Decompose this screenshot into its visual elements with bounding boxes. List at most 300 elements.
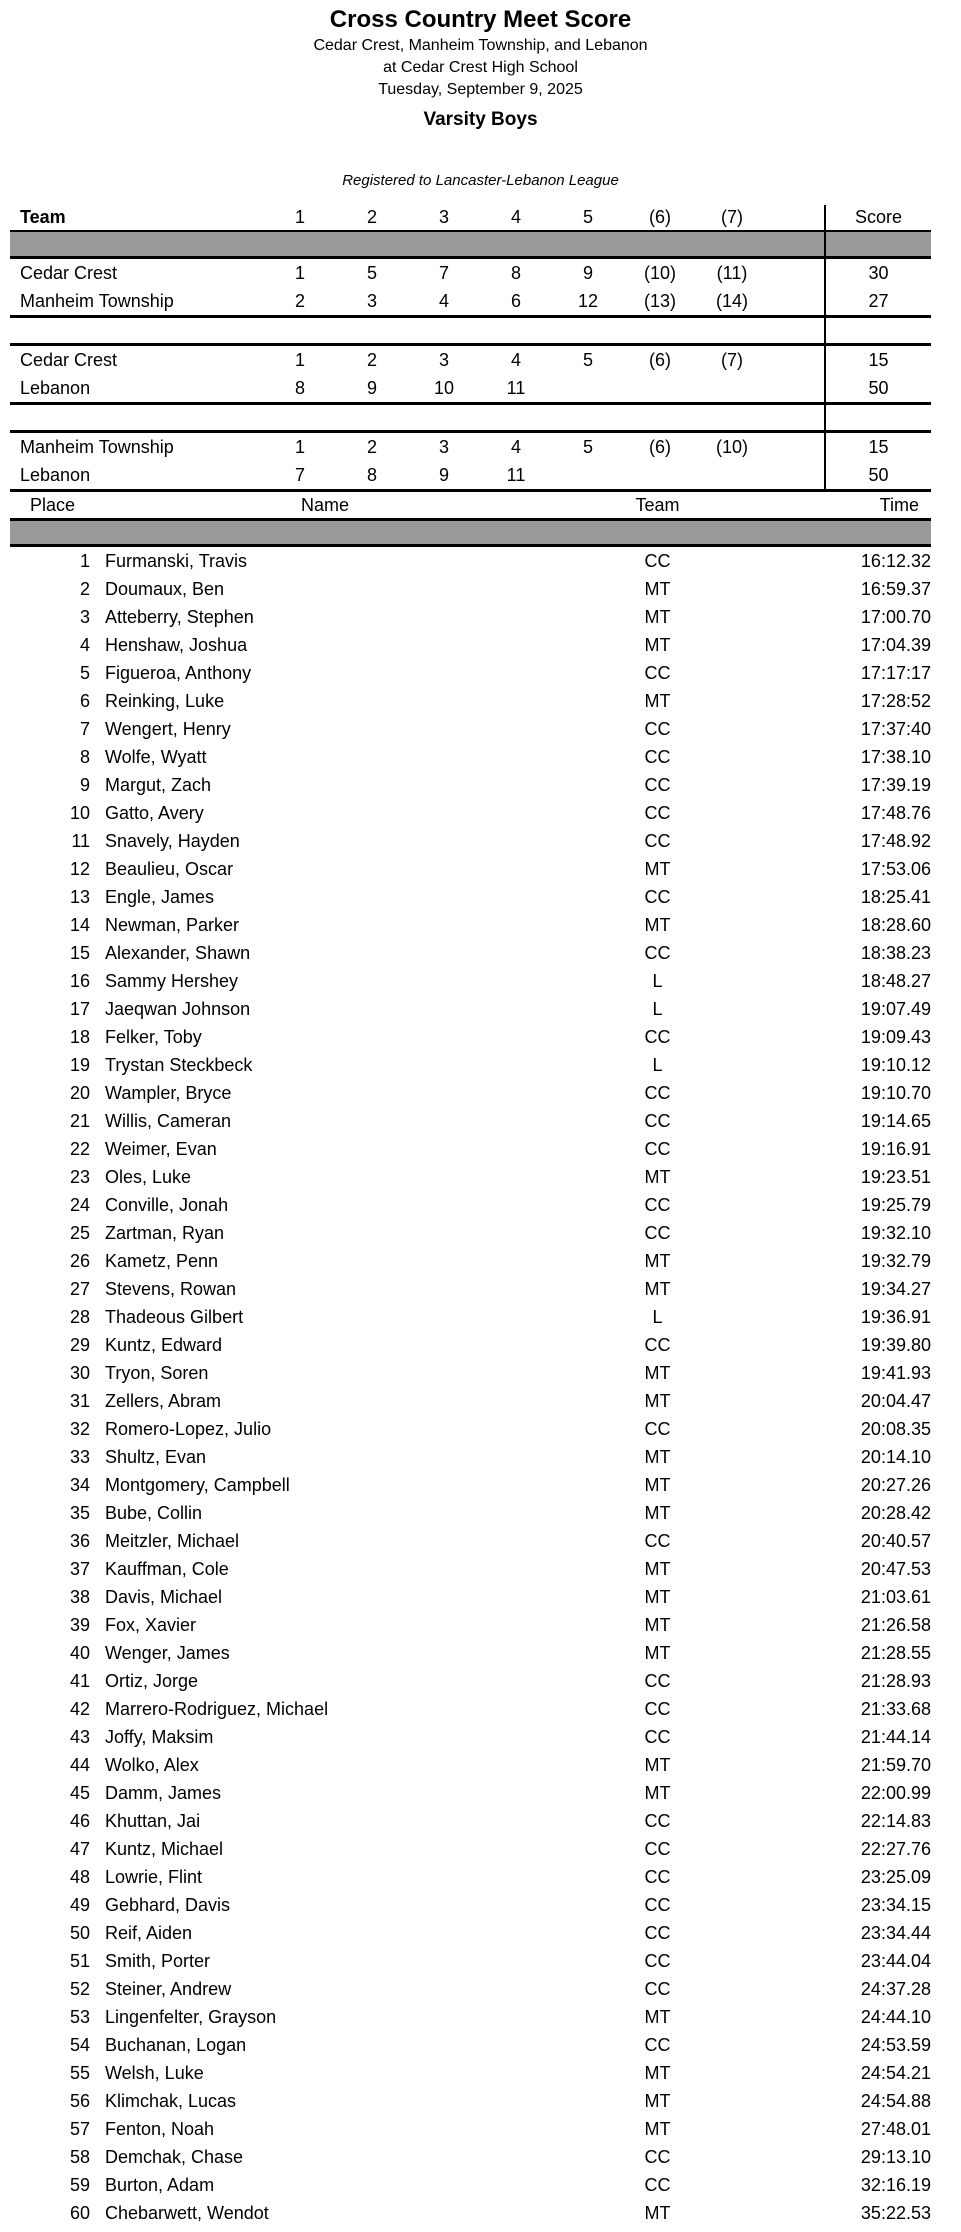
result-name: Henshaw, Joshua <box>105 634 248 655</box>
result-time: 19:10.70 <box>860 1082 931 1103</box>
result-time: 21:26.58 <box>860 1614 931 1635</box>
result-row <box>10 1947 931 1975</box>
result-name: Meitzler, Michael <box>105 1530 240 1551</box>
result-team: CC <box>644 1950 671 1971</box>
result-time: 19:34.27 <box>860 1278 931 1299</box>
result-name: Kametz, Penn <box>105 1250 219 1271</box>
result-row <box>10 2143 931 2171</box>
result-place: 13 <box>69 886 90 907</box>
result-name: Smith, Porter <box>105 1950 211 1971</box>
result-name: Gebhard, Davis <box>105 1894 231 1915</box>
results-body <box>10 545 931 2227</box>
result-time: 24:53.59 <box>860 2034 931 2055</box>
place-mark: 7 <box>438 262 449 283</box>
result-team: MT <box>644 914 671 935</box>
result-time: 23:34.44 <box>860 1922 931 1943</box>
place-mark: 3 <box>438 436 449 457</box>
result-row <box>10 1415 931 1443</box>
result-team: MT <box>644 2090 671 2111</box>
result-place: 57 <box>69 2118 90 2139</box>
result-team: MT <box>644 1250 671 1271</box>
result-name: Damm, James <box>105 1782 222 1803</box>
result-place: 42 <box>69 1698 90 1719</box>
result-time: 20:47.53 <box>860 1558 931 1579</box>
result-time: 17:17:17 <box>860 662 931 683</box>
result-name: Khuttan, Jai <box>105 1810 201 1831</box>
result-team: CC <box>644 886 671 907</box>
result-time: 24:54.21 <box>860 2062 931 2083</box>
page-title: Cross Country Meet Score <box>329 6 632 33</box>
result-row <box>10 911 931 939</box>
result-row <box>10 603 931 631</box>
place-mark: 9 <box>582 262 593 283</box>
result-team: MT <box>644 1614 671 1635</box>
result-row <box>10 1919 931 1947</box>
place-mark <box>624 374 696 404</box>
result-team: MT <box>644 2202 671 2223</box>
result-place: 60 <box>69 2202 90 2223</box>
result-name: Trystan Steckbeck <box>105 1054 253 1075</box>
result-row <box>10 1247 931 1275</box>
result-team: CC <box>644 1698 671 1719</box>
team-name: Lebanon <box>10 461 264 491</box>
meet-teams-subtitle: Cedar Crest, Manheim Township, and Lebanon <box>313 37 648 54</box>
team-score: 30 <box>825 257 931 287</box>
result-row <box>10 1051 931 1079</box>
place-mark: 5 <box>582 436 593 457</box>
result-name: Atteberry, Stephen <box>105 606 254 627</box>
result-place: 46 <box>69 1810 90 1831</box>
result-time: 18:25.41 <box>860 886 931 907</box>
result-row <box>10 1107 931 1135</box>
result-name: Sammy Hershey <box>105 970 239 991</box>
result-team: MT <box>644 1362 671 1383</box>
result-row <box>10 1275 931 1303</box>
result-name: Wampler, Bryce <box>105 1082 232 1103</box>
result-place: 22 <box>69 1138 90 1159</box>
team-name: Cedar Crest <box>20 349 118 370</box>
place-mark: 1 <box>294 436 305 457</box>
result-team: MT <box>644 1278 671 1299</box>
result-place: 2 <box>79 578 90 599</box>
result-place: 14 <box>69 914 90 935</box>
result-team: MT <box>644 2062 671 2083</box>
score-grid-header-row <box>10 205 931 231</box>
place-mark: 9 <box>336 374 408 404</box>
result-name: Joffy, Maksim <box>105 1726 214 1747</box>
column-header-2: 2 <box>336 205 408 231</box>
result-place: 15 <box>69 942 90 963</box>
result-name: Montgomery, Campbell <box>105 1474 290 1495</box>
result-place: 48 <box>69 1866 90 1887</box>
result-team: CC <box>644 2174 671 2195</box>
result-name: Reif, Aiden <box>105 1922 193 1943</box>
result-row <box>10 575 931 603</box>
result-time: 21:33.68 <box>860 1698 931 1719</box>
result-name: Buchanan, Logan <box>105 2034 247 2055</box>
result-place: 8 <box>79 746 90 767</box>
result-time: 21:28.93 <box>860 1670 931 1691</box>
result-team: CC <box>644 830 671 851</box>
result-team: CC <box>644 1138 671 1159</box>
place-mark: 11 <box>480 374 552 404</box>
result-place: 10 <box>69 802 90 823</box>
result-time: 27:48.01 <box>860 2118 931 2139</box>
result-place: 49 <box>69 1894 90 1915</box>
result-name: Engle, James <box>105 886 215 907</box>
result-team: CC <box>644 550 671 571</box>
result-time: 17:48.76 <box>860 802 931 823</box>
place-mark: 8 <box>336 461 408 491</box>
result-name: Zartman, Ryan <box>105 1222 225 1243</box>
result-name: Kauffman, Cole <box>105 1558 229 1579</box>
result-row <box>10 1527 931 1555</box>
result-place: 29 <box>69 1334 90 1355</box>
result-place: 37 <box>69 1558 90 1579</box>
result-row <box>10 1891 931 1919</box>
result-row <box>10 827 931 855</box>
result-time: 22:00.99 <box>860 1782 931 1803</box>
result-name: Felker, Toby <box>105 1026 202 1047</box>
column-header-5: 5 <box>552 205 624 231</box>
table-spacer-row <box>10 316 931 344</box>
result-row <box>10 1471 931 1499</box>
result-team: CC <box>644 662 671 683</box>
result-place: 30 <box>69 1362 90 1383</box>
team-score-row <box>10 461 931 491</box>
result-time: 18:28.60 <box>860 914 931 935</box>
result-place: 52 <box>69 1978 90 1999</box>
column-header-6: (6) <box>624 205 696 231</box>
place-mark: 7 <box>264 461 336 491</box>
place-mark: 4 <box>510 436 521 457</box>
result-name: Ortiz, Jorge <box>105 1670 199 1691</box>
team-score: 27 <box>825 287 931 317</box>
result-row <box>10 1779 931 1807</box>
result-row <box>10 1303 931 1331</box>
column-header-place: Place <box>10 492 95 520</box>
result-place: 45 <box>69 1782 90 1803</box>
result-team: CC <box>644 1194 671 1215</box>
result-row <box>10 967 931 995</box>
result-team: CC <box>644 802 671 823</box>
result-name: Beaulieu, Oscar <box>105 858 234 879</box>
result-time: 20:14.10 <box>860 1446 931 1467</box>
result-name: Lowrie, Flint <box>105 1866 203 1887</box>
result-place: 5 <box>79 662 90 683</box>
result-time: 17:53.06 <box>860 858 931 879</box>
result-time: 18:38.23 <box>860 942 931 963</box>
result-team: CC <box>644 942 671 963</box>
result-row <box>10 1583 931 1611</box>
result-name: Doumaux, Ben <box>105 578 225 599</box>
result-place: 58 <box>69 2146 90 2167</box>
result-row <box>10 1695 931 1723</box>
place-mark: 8 <box>264 374 336 404</box>
result-row <box>10 1163 931 1191</box>
place-mark: 2 <box>366 349 377 370</box>
result-time: 17:38.10 <box>860 746 931 767</box>
result-time: 24:44.10 <box>860 2006 931 2027</box>
result-team: CC <box>644 1222 671 1243</box>
result-place: 31 <box>69 1390 90 1411</box>
place-mark: 9 <box>408 461 480 491</box>
result-row <box>10 659 931 687</box>
result-row <box>10 1611 931 1639</box>
result-name: Reinking, Luke <box>105 690 225 711</box>
results-table <box>10 492 931 2227</box>
team-score-row <box>10 287 931 317</box>
result-time: 19:41.93 <box>860 1362 931 1383</box>
result-place: 38 <box>69 1586 90 1607</box>
result-place: 54 <box>69 2034 90 2055</box>
result-time: 35:22.53 <box>860 2202 931 2223</box>
result-time: 19:07.49 <box>860 998 931 1019</box>
result-time: 20:08.35 <box>860 1418 931 1439</box>
result-row <box>10 2199 931 2227</box>
result-row <box>10 687 931 715</box>
result-time: 16:12.32 <box>860 550 931 571</box>
result-place: 53 <box>69 2006 90 2027</box>
result-name: Welsh, Luke <box>105 2062 204 2083</box>
result-name: Lingenfelter, Grayson <box>105 2006 277 2027</box>
result-team: MT <box>644 1474 671 1495</box>
result-place: 25 <box>69 1222 90 1243</box>
place-mark: 2 <box>264 287 336 317</box>
result-place: 7 <box>79 718 90 739</box>
result-time: 22:27.76 <box>860 1838 931 1859</box>
result-name: Newman, Parker <box>105 914 240 935</box>
result-time: 32:16.19 <box>860 2174 931 2195</box>
result-team: CC <box>644 2146 671 2167</box>
result-team: L <box>652 998 663 1019</box>
place-mark: (11) <box>716 262 748 283</box>
team-score: 50 <box>825 461 931 491</box>
result-name: Stevens, Rowan <box>105 1278 237 1299</box>
result-row <box>10 743 931 771</box>
division-title: Varsity Boys <box>423 109 538 130</box>
result-name: Snavely, Hayden <box>105 830 240 851</box>
place-mark <box>696 461 768 491</box>
result-place: 55 <box>69 2062 90 2083</box>
result-place: 20 <box>69 1082 90 1103</box>
result-time: 19:16.91 <box>860 1138 931 1159</box>
result-team: L <box>652 1054 663 1075</box>
result-team: CC <box>644 774 671 795</box>
result-team: CC <box>644 1866 671 1887</box>
column-header-3: 3 <box>408 205 480 231</box>
result-place: 21 <box>69 1110 90 1131</box>
result-row <box>10 1359 931 1387</box>
result-team: MT <box>644 1558 671 1579</box>
result-team: MT <box>644 578 671 599</box>
result-name: Oles, Luke <box>105 1166 192 1187</box>
place-mark: 12 <box>552 287 624 317</box>
result-row <box>10 1751 931 1779</box>
result-name: Wenger, James <box>105 1642 230 1663</box>
result-row <box>10 2059 931 2087</box>
place-mark: (7) <box>721 349 743 370</box>
result-row <box>10 545 931 575</box>
place-mark: (14) <box>696 287 768 317</box>
result-row <box>10 2171 931 2199</box>
result-place: 41 <box>69 1670 90 1691</box>
result-team: CC <box>644 1026 671 1047</box>
result-name: Steiner, Andrew <box>105 1978 232 1999</box>
result-time: 17:37:40 <box>860 718 931 739</box>
result-place: 3 <box>79 606 90 627</box>
result-team: CC <box>644 1530 671 1551</box>
result-team: MT <box>644 1166 671 1187</box>
result-name: Marrero-Rodriguez, Michael <box>105 1698 329 1719</box>
result-place: 33 <box>69 1446 90 1467</box>
result-name: Gatto, Avery <box>105 802 204 823</box>
result-time: 19:25.79 <box>860 1194 931 1215</box>
result-row <box>10 2087 931 2115</box>
result-team: CC <box>644 1334 671 1355</box>
result-place: 27 <box>69 1278 90 1299</box>
result-time: 20:40.57 <box>860 1530 931 1551</box>
place-mark: 3 <box>438 349 449 370</box>
result-place: 17 <box>69 998 90 1019</box>
result-row <box>10 1723 931 1751</box>
result-name: Furmanski, Travis <box>105 550 248 571</box>
result-team: CC <box>644 1670 671 1691</box>
result-row <box>10 715 931 743</box>
result-time: 20:28.42 <box>860 1502 931 1523</box>
result-place: 32 <box>69 1418 90 1439</box>
result-place: 24 <box>69 1194 90 1215</box>
result-team: MT <box>644 634 671 655</box>
result-team: CC <box>644 1418 671 1439</box>
result-name: Romero-Lopez, Julio <box>105 1418 272 1439</box>
result-time: 19:32.10 <box>860 1222 931 1243</box>
result-time: 16:59.37 <box>860 578 931 599</box>
result-team: CC <box>644 718 671 739</box>
result-name: Klimchak, Lucas <box>105 2090 237 2111</box>
registration-note: Registered to Lancaster-Lebanon League <box>342 172 619 189</box>
result-time: 20:04.47 <box>860 1390 931 1411</box>
result-time: 17:04.39 <box>860 634 931 655</box>
result-time: 21:59.70 <box>860 1754 931 1775</box>
result-team: MT <box>644 858 671 879</box>
result-time: 19:32.79 <box>860 1250 931 1271</box>
result-team: CC <box>644 746 671 767</box>
result-team: MT <box>644 2006 671 2027</box>
column-header-7: (7) <box>696 205 768 231</box>
result-team: MT <box>644 1754 671 1775</box>
result-team: MT <box>644 1782 671 1803</box>
result-place: 51 <box>69 1950 90 1971</box>
result-name: Demchak, Chase <box>105 2146 244 2167</box>
gray-separator-band <box>10 231 931 257</box>
place-mark: 1 <box>294 349 305 370</box>
result-row <box>10 883 931 911</box>
result-place: 56 <box>69 2090 90 2111</box>
result-row <box>10 1555 931 1583</box>
result-row <box>10 1835 931 1863</box>
result-place: 9 <box>79 774 90 795</box>
result-row <box>10 2003 931 2031</box>
result-time: 19:14.65 <box>860 1110 931 1131</box>
result-name: Bube, Collin <box>105 1502 203 1523</box>
table-spacer-row <box>10 403 931 431</box>
result-name: Conville, Jonah <box>105 1194 229 1215</box>
result-row <box>10 1079 931 1107</box>
result-place: 34 <box>69 1474 90 1495</box>
column-header-team: Team <box>10 205 264 231</box>
result-place: 50 <box>69 1922 90 1943</box>
result-row <box>10 1499 931 1527</box>
place-mark: (6) <box>649 436 671 457</box>
result-name: Chebarwett, Wendot <box>105 2202 269 2223</box>
result-time: 23:25.09 <box>860 1866 931 1887</box>
result-place: 40 <box>69 1642 90 1663</box>
result-time: 19:10.12 <box>860 1054 931 1075</box>
result-time: 24:54.88 <box>860 2090 931 2111</box>
team-name: Cedar Crest <box>20 262 118 283</box>
result-time: 23:34.15 <box>860 1894 931 1915</box>
result-name: Weimer, Evan <box>105 1138 217 1159</box>
result-time: 22:14.83 <box>860 1810 931 1831</box>
result-row <box>10 1667 931 1695</box>
column-header-score: Score <box>825 205 931 231</box>
place-mark: 4 <box>408 287 480 317</box>
result-team: MT <box>644 2118 671 2139</box>
result-place: 44 <box>69 1754 90 1775</box>
result-time: 21:28.55 <box>860 1642 931 1663</box>
result-team: MT <box>644 1586 671 1607</box>
result-place: 11 <box>71 830 90 851</box>
result-place: 35 <box>69 1502 90 1523</box>
result-team: MT <box>644 1390 671 1411</box>
place-mark <box>696 374 768 404</box>
column-header-4: 4 <box>480 205 552 231</box>
result-name: Jaeqwan Johnson <box>105 998 251 1019</box>
result-name: Kuntz, Edward <box>105 1334 223 1355</box>
result-row <box>10 1863 931 1891</box>
column-header-1: 1 <box>264 205 336 231</box>
place-mark: 10 <box>408 374 480 404</box>
result-time: 18:48.27 <box>860 970 931 991</box>
place-mark <box>624 461 696 491</box>
result-row <box>10 1387 931 1415</box>
result-name: Davis, Michael <box>105 1586 223 1607</box>
result-place: 36 <box>69 1530 90 1551</box>
result-team: CC <box>644 1922 671 1943</box>
result-row <box>10 1443 931 1471</box>
result-time: 24:37.28 <box>860 1978 931 1999</box>
result-row <box>10 939 931 967</box>
result-place: 6 <box>79 690 90 711</box>
result-name: Willis, Cameran <box>105 1110 232 1131</box>
team-score: 50 <box>825 374 931 404</box>
result-place: 43 <box>69 1726 90 1747</box>
team-name: Manheim Township <box>20 436 174 457</box>
team-score-row <box>10 374 931 404</box>
result-time: 19:39.80 <box>860 1334 931 1355</box>
result-row <box>10 1975 931 2003</box>
result-team: L <box>652 1306 663 1327</box>
place-mark: (10) <box>643 262 676 283</box>
result-row <box>10 1135 931 1163</box>
result-team: CC <box>644 1838 671 1859</box>
place-mark: 2 <box>366 436 377 457</box>
place-mark: 3 <box>336 287 408 317</box>
result-row <box>10 771 931 799</box>
gray-separator-band <box>10 519 931 545</box>
result-place: 18 <box>69 1026 90 1047</box>
